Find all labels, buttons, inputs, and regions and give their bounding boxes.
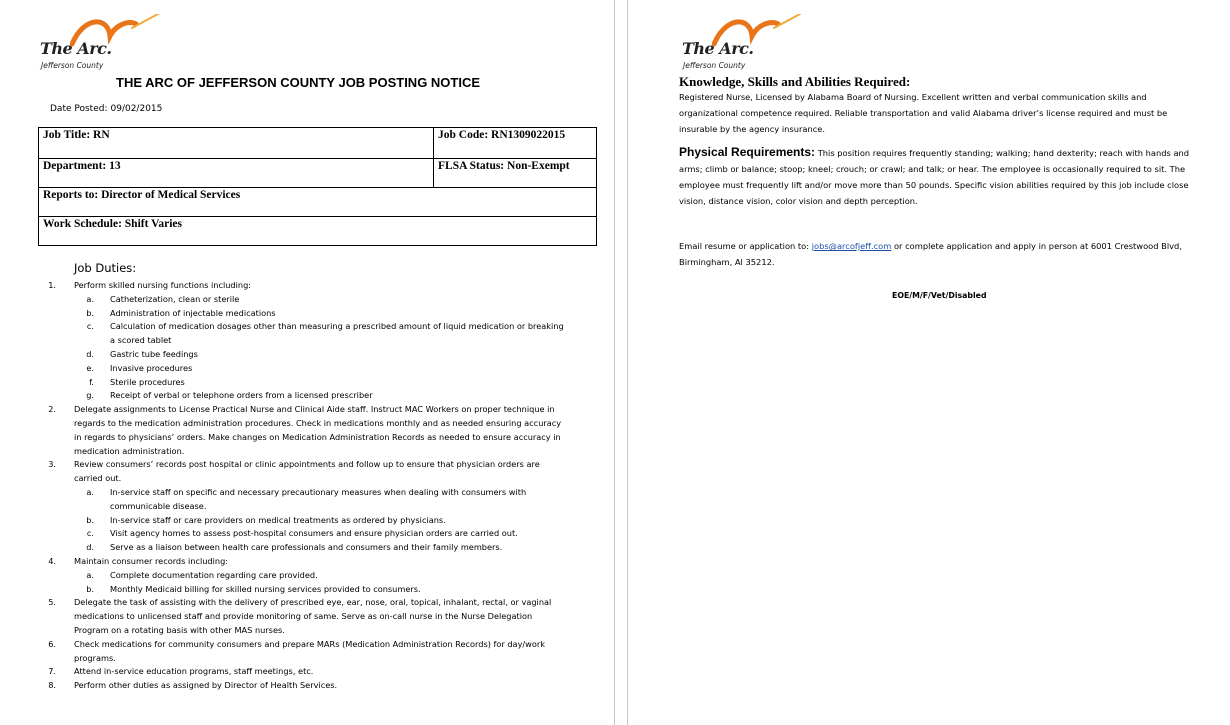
duty-subitem-letter: a. — [86, 569, 94, 580]
duty-number: 2. — [48, 404, 56, 415]
duty-subitem-letter: b. — [86, 583, 94, 594]
duty-subitem — [74, 376, 566, 390]
eoe-statement: EOE/M/F/Vet/Disabled — [892, 291, 987, 300]
duty-subitem — [74, 362, 566, 376]
duty-subitem — [74, 514, 566, 528]
arc-logo — [682, 14, 778, 76]
department-cell: Department: 13 — [39, 159, 434, 188]
physical-requirements — [679, 144, 1207, 209]
duty-number: 5. — [48, 597, 56, 608]
arc-logo — [40, 14, 136, 76]
ksa-heading: Knowledge, Skills and Abilities Required: — [679, 74, 911, 89]
duty-subitem-text: Administration of injectable medications — [110, 307, 276, 318]
duty-subitem-text: Invasive procedures — [110, 362, 193, 373]
page-title: THE ARC OF JEFFERSON COUNTY JOB POSTING NOTICE — [116, 75, 481, 90]
ksa-text: Registered Nurse, Licensed by Alabama Board of Nursing. Excellent written and verbal communication skills and organizational competence required. Reliable transportation and valid Alabama driver’s license required and must be insurable by the agency insurance. — [679, 92, 1168, 134]
email-prefix: Email resume or application to: — [679, 241, 810, 251]
duty-subitem-text: Gastric tube feedings — [110, 348, 198, 359]
duty-number: 8. — [48, 680, 56, 691]
duty-text: Delegate assignments to License Practical Nurse and Clinical Aide staff. Instruct MAC Workers on proper technique in regards to the medication administration procedures. Check in medications monthly and as needed ensuring accuracy in regards to physicians’ orders. Make changes on Medication Administration Records as needed to ensure accuracy in medication administration. — [74, 404, 562, 456]
duty-subitem-letter: d. — [86, 348, 94, 359]
duty-subitem-letter: f. — [89, 376, 94, 387]
document-page-2 — [628, 0, 1230, 725]
duty-subitem — [74, 527, 566, 541]
duty-subitem-text: In-service staff on specific and necessary precautionary measures when dealing with consumers with communicable disease. — [110, 486, 527, 511]
duty-item — [36, 679, 566, 693]
physical-requirements-text: This position requires frequently standing; walking; hand dexterity; reach with hands and arms; climb or balance; stoop; kneel; crouch; or crawl; and talk; or hear. The employee is occasionally required to sit. The employee must frequently lift and/or move more than 50 pounds. Specific vision abilities required by this job include close vision, distance vision, color vision and depth perception. — [679, 148, 1190, 206]
reports-to-cell: Reports to: Director of Medical Services — [39, 188, 597, 217]
work-schedule-cell: Work Schedule: Shift Varies — [39, 217, 597, 246]
duty-subitem-letter: e. — [86, 362, 94, 373]
duty-item — [36, 403, 566, 458]
physical-requirements-heading: Physical Requirements: — [679, 145, 816, 159]
date-posted-value: 09/02/2015 — [110, 104, 163, 114]
duty-text: Check medications for community consumers and prepare MARs (Medication Administration Records) for day/work programs. — [74, 638, 545, 663]
duty-subitem-letter: b. — [86, 514, 94, 525]
duty-subitem — [74, 583, 566, 597]
duty-text: Attend in-service education programs, staff meetings, etc. — [74, 666, 314, 677]
duty-subitem-letter: d. — [86, 542, 94, 553]
duty-subitem — [74, 389, 566, 403]
date-posted-label: Date Posted: — [50, 104, 108, 114]
duty-subitem-letter: c. — [86, 528, 94, 539]
duty-item — [36, 279, 566, 293]
duty-subitem — [74, 307, 566, 321]
duty-subitem-letter: a. — [86, 486, 94, 497]
job-code-cell: Job Code: RN1309022015 — [434, 128, 597, 159]
duty-subitem-text: Catheterization, clean or sterile — [110, 293, 240, 304]
apply-instructions — [679, 238, 1199, 270]
duty-subitem-letter: a. — [86, 293, 94, 304]
page-divider — [614, 0, 628, 725]
duty-item — [36, 596, 566, 637]
email-suffix: or complete application and apply in person at 6001 Crestwood Blvd, Birmingham, Al 35212. — [679, 241, 1182, 267]
duty-number: 3. — [48, 459, 56, 470]
duty-subitem-text: Sterile procedures — [110, 376, 185, 387]
job-duties-list — [36, 279, 566, 693]
duty-subitem — [74, 320, 566, 348]
duty-item — [36, 665, 566, 679]
date-posted — [50, 104, 162, 114]
duty-item — [36, 458, 566, 486]
duty-subitem-text: In-service staff or care providers on medical treatments as ordered by physicians. — [110, 514, 446, 525]
duty-subitem-text: Calculation of medication dosages other than measuring a prescribed amount of liquid medication or breaking a scored tablet — [110, 321, 564, 346]
job-info-table — [38, 127, 597, 246]
duty-subitem-letter: g. — [86, 390, 94, 401]
duty-item — [36, 555, 566, 569]
job-duties-heading: Job Duties: — [74, 261, 137, 275]
duty-text: Maintain consumer records including: — [74, 555, 229, 566]
logo-subtitle: Jefferson County — [683, 61, 746, 70]
job-title-cell: Job Title: RN — [39, 128, 434, 159]
duty-subitem-text: Monthly Medicaid billing for skilled nursing services provided to consumers. — [110, 583, 421, 594]
duty-number: 1. — [48, 280, 56, 290]
duty-subitem — [74, 541, 566, 555]
duty-subitem — [74, 348, 566, 362]
duty-subitem-letter: c. — [86, 321, 94, 332]
duty-number: 7. — [48, 666, 56, 677]
duty-subitem-text: Visit agency homes to assess post-hospital consumers and ensure physician orders are carried out. — [110, 528, 518, 539]
duty-subitem-letter: b. — [86, 307, 94, 318]
duty-subitem — [74, 486, 566, 514]
duty-number: 6. — [48, 638, 56, 649]
duty-text: Review consumers’ records post hospital or clinic appointments and follow up to ensure that physician orders are carried out. — [74, 459, 540, 484]
duty-item — [36, 638, 566, 666]
duty-text: Delegate the task of assisting with the delivery of prescribed eye, ear, nose, oral, topical, inhalant, rectal, or vaginal medications to unlicensed staff and provide monitoring of same. Serve as on-call nurse in the Nurse Delegation Program on a rotating basis with other MAS nurses. — [74, 597, 552, 635]
duty-subitem-text: Serve as a liaison between health care professionals and consumers and their family members. — [110, 542, 503, 553]
duty-text: Perform other duties as assigned by Director of Health Services. — [74, 680, 338, 691]
logo-subtitle: Jefferson County — [41, 61, 104, 70]
logo-name: The Arc. — [682, 39, 754, 58]
duty-subitem-text: Complete documentation regarding care provided. — [110, 569, 318, 580]
duty-subitem-text: Receipt of verbal or telephone orders from a licensed prescriber — [110, 390, 373, 401]
duty-subitem — [74, 569, 566, 583]
email-link[interactable]: jobs@arcofjeff.com — [811, 241, 892, 251]
flsa-status-cell: FLSA Status: Non-Exempt — [434, 159, 597, 188]
logo-name: The Arc. — [40, 39, 112, 58]
duty-number: 4. — [48, 555, 56, 566]
duty-subitem — [74, 293, 566, 307]
document-page-1 — [0, 0, 614, 725]
duty-text: Perform skilled nursing functions including: — [74, 280, 252, 290]
